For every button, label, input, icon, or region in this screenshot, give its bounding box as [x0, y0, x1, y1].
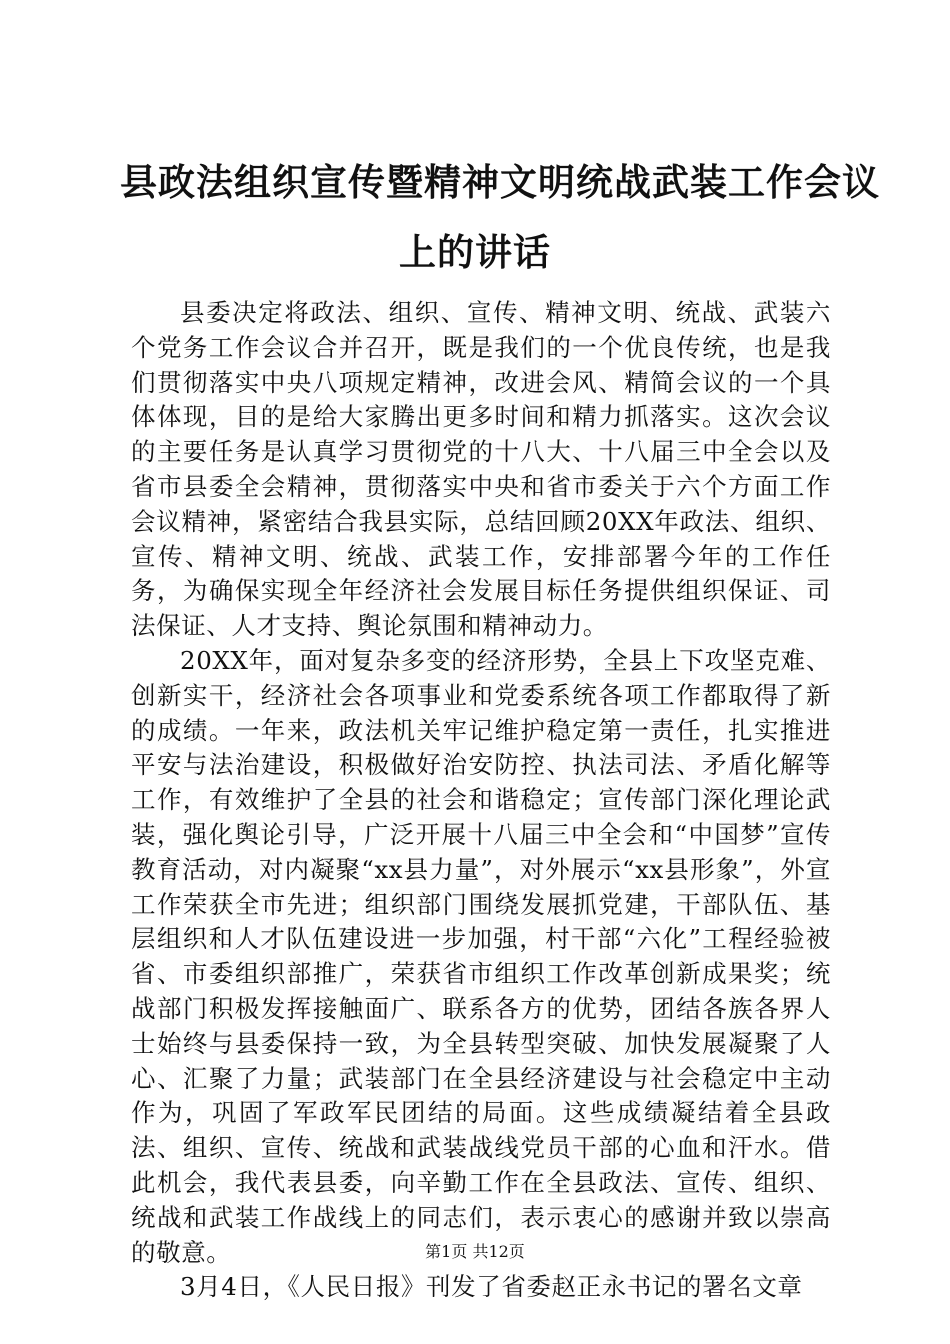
page-footer: 第1页 共12页	[425, 1242, 525, 1261]
body-paragraph-1: 县委决定将政法、组织、宣传、精神文明、统战、武装六个党务工作会议合并召开，既是我们的一个优良传统，也是我们贯彻落实中央八项规定精神，改进会风、精简会议的一个具体体现，目的是给大家腾出更多时间和精力抓落实。这次会议的主要任务是认真学习贯彻党的十八大、十八届三中全会以及省市县委全会精神，贯彻落实中央和省市委关于六个方面工作会议精神，紧密结合我县实际，总结回顾20XX年政法、组织、宣传、精神文明、统战、武装工作，安排部署今年的工作任务，为确保实现全年经济社会发展目标任务提供组织保证、司法保证、人才支持、舆论氛围和精神动力。	[131, 298, 831, 641]
body-paragraph-3: 3月4日，《人民日报》刊发了省委赵正永书记的署名文章	[180, 1272, 803, 1302]
document-title-line-2: 上的讲话	[399, 231, 551, 274]
document-title-line-1: 县政法组织宣传暨精神文明统战武装工作会议	[120, 161, 880, 204]
body-paragraph-2: 20XX年，面对复杂多变的经济形势，全县上下攻坚克难、创新实干，经济社会各项事业和党委系统各项工作都取得了新的成绩。一年来，政法机关牢记维护稳定第一责任，扎实推进平安与法治建设，积极做好治安防控、执法司法、矛盾化解等工作，有效维护了全县的社会和谐稳定；宣传部门深化理论武装，强化舆论引导，广泛开展十八届三中全会和“中国梦”宣传教育活动，对内凝聚“xx县力量”，对外展示“xx县形象”，外宣工作荣获全市先进；组织部门围绕发展抓党建，干部队伍、基层组织和人才队伍建设进一步加强，村干部“六化”工程经验被省、市委组织部推广，荣获省市组织工作改革创新成果奖；统战部门积极发挥接触面广、联系各方的优势，团结各族各界人士始终与县委保持一致，为全县转型突破、加快发展凝聚了人心、汇聚了力量；武装部门在全县经济建设与社会稳定中主动作为，巩固了军政军民团结的局面。这些成绩凝结着全县政法、组织、宣传、统战和武装战线党员干部的心血和汗水。借此机会，我代表县委，向辛勤工作在全县政法、宣传、组织、统战和武装工作战线上的同志们，表示衷心的感谢并致以崇高的敬意。	[131, 645, 831, 1267]
document-body	[131, 296, 831, 1305]
